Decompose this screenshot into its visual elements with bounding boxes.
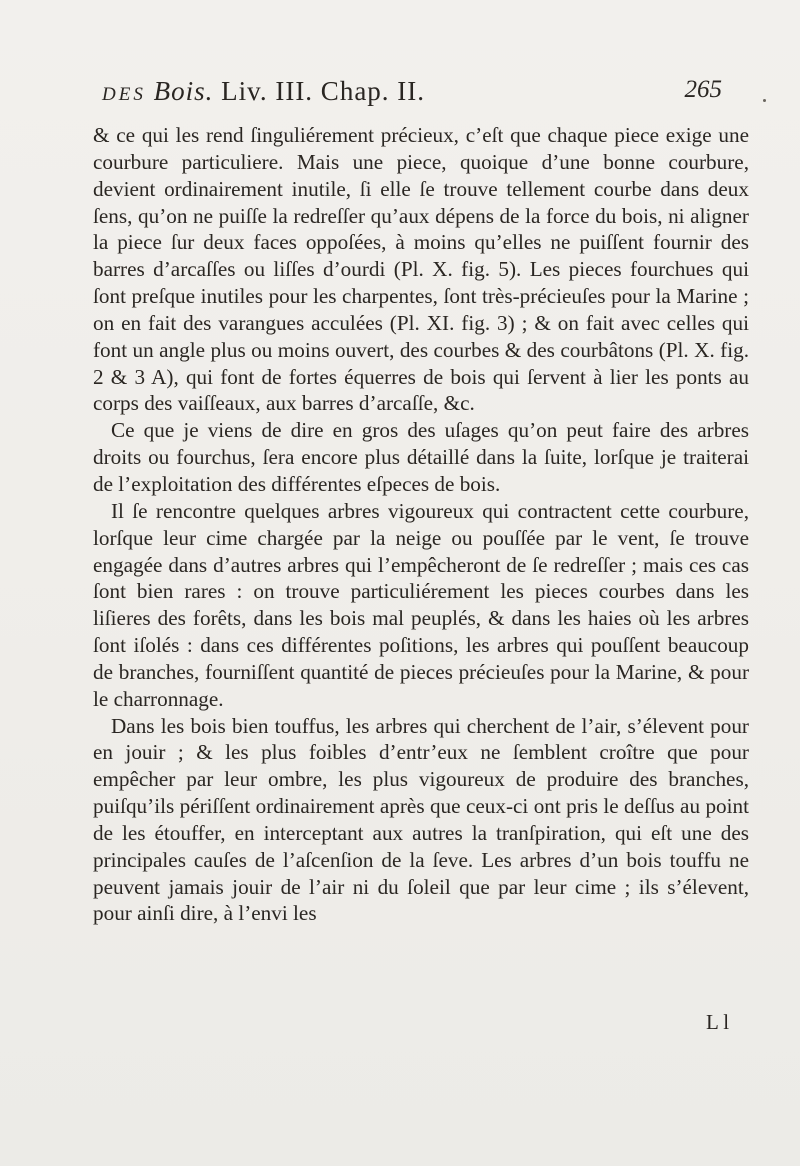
running-title xyxy=(102,76,425,107)
running-title-chapter: Liv. III. Chap. II. xyxy=(213,76,426,106)
paragraph-4: Dans les bois bien touffus, les arbres qui cherchent de l’air, s’élevent pour en jouir ; & les plus foibles d’entr’eux ne ſemblent croître que pour empêcher par leur ombre, les plus vigoureux de produire des branches, puiſqu’ils périſſent ordinairement après que ceux-ci ont pris le deſſus au point de les étouffer, en interceptant aux autres la tranſpiration, qui eſt une des principales cauſes de l’aſcenſion de la ſeve. Les arbres d’un bois touffu ne peuvent jamais jouir de l’air ni du ſoleil que par leur cime ; ils s’élevent, pour ainſi dire, à l’envi les xyxy=(93,713,749,926)
paragraph-2: Ce que je viens de dire en gros des uſages qu’on peut faire des arbres droits ou fourchus, ſera encore plus détaillé dans la ſuite, lorſque je traiterai de l’exploitation des différentes eſpeces de bois. xyxy=(93,418,749,496)
ink-speck xyxy=(763,99,766,102)
body-text xyxy=(93,122,749,927)
paragraph-3: Il ſe rencontre quelques arbres vigoureux qui contractent cette courbure, lorſque leur cime chargée par la neige ou pouſſée par le vent, ſe trouve engagée dans d’autres arbres qui l’empêcheront de ſe redreſſer ; mais ces cas ſont bien rares : on trouve particuliérement les pieces courbes dans les liſieres des forêts, dans les bois mal peuplés, & dans les haies où les arbres ſont iſolés : dans ces différentes poſitions, les arbres qui pouſſent beaucoup de branches, fourniſſent quantité de pieces précieuſes pour la Marine, & pour le charronnage. xyxy=(93,498,749,711)
running-title-des: DES xyxy=(102,84,146,105)
running-title-bois: Bois. xyxy=(153,76,214,106)
page-number: 265 xyxy=(684,76,722,103)
running-header xyxy=(102,76,722,112)
catchword: L l xyxy=(706,1010,730,1034)
paragraph-1: & ce qui les rend ſinguliérement précieux, c’eſt que chaque piece exige une courbure particuliere. Mais une piece, quoique d’une bonne courbure, devient ordinairement inutile, ſi elle ſe trouve tellement courbe dans deux ſens, qu’on ne puiſſe la redreſſer qu’aux dépens de la force du bois, ni aligner la piece ſur deux faces oppoſées, à moins qu’elles ne puiſſent fournir des barres d’arcaſſes ou liſſes d’ourdi (Pl. X. fig. 5). Les pieces fourchues qui ſont preſque inutiles pour les charpentes, ſont très-précieuſes pour la Marine ; on en fait des varangues acculées (Pl. XI. fig. 3) ; & on fait avec celles qui font un angle plus ou moins ouvert, des courbes & des courbâtons (Pl. X. fig. 2 & 3 A), qui font de fortes équerres de bois qui ſervent à lier les ponts au corps des vaiſſeaux, aux barres d’arcaſſe, &c. xyxy=(93,123,749,416)
